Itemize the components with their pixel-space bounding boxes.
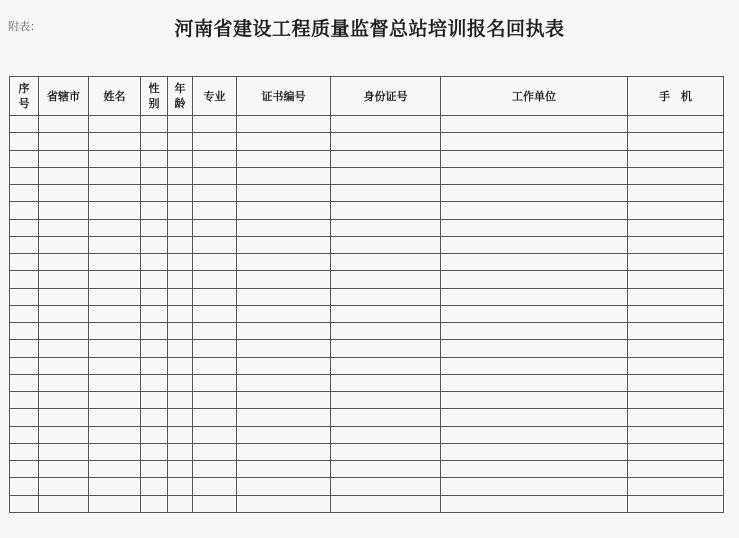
cell-employer[interactable] [441,374,628,391]
cell-id-no[interactable] [331,116,441,133]
cell-age[interactable] [168,116,193,133]
cell-seq[interactable] [10,150,39,167]
table-row [10,357,724,374]
cell-seq[interactable] [10,426,39,443]
cell-age[interactable] [168,340,193,357]
cell-seq[interactable] [10,133,39,150]
cell-id-no[interactable] [331,357,441,374]
table-row [10,461,724,478]
cell-age[interactable] [168,495,193,513]
cell-gender[interactable] [141,133,168,150]
cell-seq[interactable] [10,116,39,133]
table-row [10,219,724,236]
cell-age[interactable] [168,236,193,253]
column-header-id-no: 身份证号 [331,77,441,116]
table-row [10,288,724,305]
cell-employer[interactable] [441,150,628,167]
cell-mobile[interactable] [628,340,724,357]
cell-major[interactable] [193,392,237,409]
cell-name[interactable] [89,236,141,253]
cell-name[interactable] [89,478,141,495]
cell-name[interactable] [89,254,141,271]
cell-major[interactable] [193,478,237,495]
cell-seq[interactable] [10,478,39,495]
table-row [10,271,724,288]
column-header-major: 专业 [193,77,237,116]
cell-mobile[interactable] [628,116,724,133]
cell-seq[interactable] [10,288,39,305]
cell-cert-no[interactable] [237,116,331,133]
cell-age[interactable] [168,150,193,167]
cell-mobile[interactable] [628,133,724,150]
cell-gender[interactable] [141,323,168,340]
cell-cert-no[interactable] [237,167,331,184]
cell-id-no[interactable] [331,392,441,409]
cell-name[interactable] [89,150,141,167]
cell-cert-no[interactable] [237,133,331,150]
cell-province-city[interactable] [39,288,89,305]
cell-name[interactable] [89,271,141,288]
cell-cert-no[interactable] [237,443,331,460]
cell-name[interactable] [89,357,141,374]
cell-name[interactable] [89,340,141,357]
cell-age[interactable] [168,357,193,374]
cell-seq[interactable] [10,219,39,236]
cell-major[interactable] [193,409,237,426]
cell-cert-no[interactable] [237,271,331,288]
cell-gender[interactable] [141,495,168,513]
cell-major[interactable] [193,219,237,236]
cell-age[interactable] [168,254,193,271]
cell-province-city[interactable] [39,150,89,167]
cell-age[interactable] [168,202,193,219]
cell-gender[interactable] [141,271,168,288]
cell-province-city[interactable] [39,392,89,409]
cell-age[interactable] [168,478,193,495]
table-row [10,392,724,409]
cell-cert-no[interactable] [237,150,331,167]
cell-province-city[interactable] [39,236,89,253]
cell-name[interactable] [89,185,141,202]
cell-cert-no[interactable] [237,495,331,513]
cell-cert-no[interactable] [237,236,331,253]
cell-major[interactable] [193,374,237,391]
cell-employer[interactable] [441,305,628,322]
cell-seq[interactable] [10,167,39,184]
table-row [10,185,724,202]
cell-id-no[interactable] [331,426,441,443]
cell-major[interactable] [193,133,237,150]
cell-mobile[interactable] [628,288,724,305]
cell-seq[interactable] [10,185,39,202]
cell-name[interactable] [89,409,141,426]
cell-age[interactable] [168,219,193,236]
cell-name[interactable] [89,116,141,133]
cell-gender[interactable] [141,305,168,322]
cell-id-no[interactable] [331,374,441,391]
cell-name[interactable] [89,426,141,443]
cell-seq[interactable] [10,271,39,288]
cell-province-city[interactable] [39,185,89,202]
cell-age[interactable] [168,461,193,478]
cell-id-no[interactable] [331,340,441,357]
cell-employer[interactable] [441,116,628,133]
table-row [10,340,724,357]
cell-mobile[interactable] [628,202,724,219]
cell-cert-no[interactable] [237,202,331,219]
cell-province-city[interactable] [39,478,89,495]
cell-mobile[interactable] [628,254,724,271]
cell-mobile[interactable] [628,150,724,167]
cell-gender[interactable] [141,185,168,202]
column-header-age: 年 龄 [168,77,193,116]
cell-gender[interactable] [141,219,168,236]
cell-mobile[interactable] [628,305,724,322]
cell-cert-no[interactable] [237,409,331,426]
cell-age[interactable] [168,167,193,184]
cell-seq[interactable] [10,374,39,391]
cell-employer[interactable] [441,461,628,478]
cell-name[interactable] [89,323,141,340]
cell-seq[interactable] [10,461,39,478]
cell-province-city[interactable] [39,323,89,340]
cell-id-no[interactable] [331,305,441,322]
column-header-mobile: 手 机 [628,77,724,116]
registration-table [9,76,724,513]
cell-province-city[interactable] [39,443,89,460]
column-header-cert-no: 证书编号 [237,77,331,116]
cell-name[interactable] [89,374,141,391]
cell-name[interactable] [89,305,141,322]
table-row [10,133,724,150]
cell-employer[interactable] [441,392,628,409]
cell-cert-no[interactable] [237,254,331,271]
cell-employer[interactable] [441,133,628,150]
table-row [10,167,724,184]
cell-gender[interactable] [141,254,168,271]
table-row [10,374,724,391]
cell-id-no[interactable] [331,443,441,460]
cell-age[interactable] [168,323,193,340]
cell-major[interactable] [193,236,237,253]
cell-mobile[interactable] [628,185,724,202]
cell-id-no[interactable] [331,185,441,202]
cell-gender[interactable] [141,116,168,133]
cell-age[interactable] [168,133,193,150]
table-row [10,202,724,219]
cell-seq[interactable] [10,305,39,322]
cell-seq[interactable] [10,443,39,460]
cell-major[interactable] [193,167,237,184]
cell-province-city[interactable] [39,357,89,374]
cell-cert-no[interactable] [237,374,331,391]
cell-age[interactable] [168,288,193,305]
cell-name[interactable] [89,167,141,184]
cell-mobile[interactable] [628,271,724,288]
cell-cert-no[interactable] [237,392,331,409]
cell-province-city[interactable] [39,461,89,478]
cell-gender[interactable] [141,357,168,374]
cell-cert-no[interactable] [237,288,331,305]
cell-employer[interactable] [441,254,628,271]
cell-cert-no[interactable] [237,305,331,322]
cell-province-city[interactable] [39,116,89,133]
cell-mobile[interactable] [628,357,724,374]
cell-seq[interactable] [10,392,39,409]
cell-mobile[interactable] [628,323,724,340]
cell-seq[interactable] [10,323,39,340]
cell-gender[interactable] [141,392,168,409]
cell-gender[interactable] [141,167,168,184]
cell-name[interactable] [89,461,141,478]
table-row [10,495,724,513]
cell-id-no[interactable] [331,236,441,253]
cell-age[interactable] [168,409,193,426]
cell-id-no[interactable] [331,323,441,340]
cell-employer[interactable] [441,323,628,340]
cell-major[interactable] [193,202,237,219]
cell-major[interactable] [193,357,237,374]
cell-employer[interactable] [441,340,628,357]
table-row [10,236,724,253]
table-row [10,443,724,460]
attachment-label: 附表： [8,20,41,33]
cell-cert-no[interactable] [237,323,331,340]
cell-employer[interactable] [441,495,628,513]
cell-id-no[interactable] [331,288,441,305]
table-row [10,409,724,426]
cell-id-no[interactable] [331,254,441,271]
cell-major[interactable] [193,185,237,202]
cell-province-city[interactable] [39,202,89,219]
cell-mobile[interactable] [628,374,724,391]
cell-province-city[interactable] [39,374,89,391]
cell-province-city[interactable] [39,167,89,184]
cell-cert-no[interactable] [237,426,331,443]
cell-mobile[interactable] [628,409,724,426]
cell-gender[interactable] [141,478,168,495]
cell-employer[interactable] [441,271,628,288]
cell-age[interactable] [168,271,193,288]
table-row [10,150,724,167]
table-row [10,426,724,443]
cell-employer[interactable] [441,409,628,426]
cell-age[interactable] [168,443,193,460]
cell-mobile[interactable] [628,392,724,409]
column-header-employer: 工作单位 [441,77,628,116]
cell-name[interactable] [89,392,141,409]
cell-mobile[interactable] [628,219,724,236]
cell-employer[interactable] [441,443,628,460]
cell-province-city[interactable] [39,219,89,236]
column-header-province-city: 省辖市 [39,77,89,116]
cell-gender[interactable] [141,409,168,426]
cell-id-no[interactable] [331,219,441,236]
cell-gender[interactable] [141,426,168,443]
cell-employer[interactable] [441,202,628,219]
cell-major[interactable] [193,340,237,357]
cell-seq[interactable] [10,202,39,219]
table-row [10,254,724,271]
cell-id-no[interactable] [331,271,441,288]
cell-name[interactable] [89,443,141,460]
cell-major[interactable] [193,323,237,340]
cell-id-no[interactable] [331,133,441,150]
cell-employer[interactable] [441,236,628,253]
cell-seq[interactable] [10,495,39,513]
cell-seq[interactable] [10,254,39,271]
table-body [10,116,724,513]
cell-gender[interactable] [141,150,168,167]
cell-seq[interactable] [10,340,39,357]
cell-gender[interactable] [141,288,168,305]
cell-mobile[interactable] [628,443,724,460]
cell-cert-no[interactable] [237,219,331,236]
cell-gender[interactable] [141,443,168,460]
cell-employer[interactable] [441,357,628,374]
cell-major[interactable] [193,426,237,443]
cell-age[interactable] [168,305,193,322]
cell-gender[interactable] [141,236,168,253]
page-title: 河南省建设工程质量监督总站培训报名回执表 [174,18,565,40]
cell-seq[interactable] [10,409,39,426]
cell-mobile[interactable] [628,236,724,253]
cell-age[interactable] [168,392,193,409]
cell-mobile[interactable] [628,167,724,184]
cell-major[interactable] [193,288,237,305]
cell-name[interactable] [89,202,141,219]
cell-gender[interactable] [141,461,168,478]
cell-cert-no[interactable] [237,357,331,374]
cell-seq[interactable] [10,357,39,374]
cell-age[interactable] [168,185,193,202]
cell-id-no[interactable] [331,150,441,167]
table-row [10,305,724,322]
cell-cert-no[interactable] [237,478,331,495]
cell-cert-no[interactable] [237,185,331,202]
cell-major[interactable] [193,305,237,322]
cell-gender[interactable] [141,374,168,391]
cell-employer[interactable] [441,219,628,236]
cell-id-no[interactable] [331,167,441,184]
cell-province-city[interactable] [39,305,89,322]
table-row [10,116,724,133]
cell-major[interactable] [193,461,237,478]
cell-age[interactable] [168,426,193,443]
cell-province-city[interactable] [39,133,89,150]
cell-seq[interactable] [10,236,39,253]
cell-employer[interactable] [441,478,628,495]
cell-id-no[interactable] [331,461,441,478]
cell-name[interactable] [89,133,141,150]
cell-mobile[interactable] [628,495,724,513]
cell-employer[interactable] [441,426,628,443]
cell-major[interactable] [193,150,237,167]
column-header-seq: 序 号 [10,77,39,116]
cell-gender[interactable] [141,202,168,219]
cell-major[interactable] [193,116,237,133]
cell-cert-no[interactable] [237,340,331,357]
cell-employer[interactable] [441,185,628,202]
table-row [10,323,724,340]
cell-employer[interactable] [441,288,628,305]
cell-id-no[interactable] [331,409,441,426]
cell-name[interactable] [89,219,141,236]
cell-mobile[interactable] [628,461,724,478]
cell-age[interactable] [168,374,193,391]
cell-cert-no[interactable] [237,461,331,478]
cell-name[interactable] [89,288,141,305]
cell-province-city[interactable] [39,495,89,513]
cell-id-no[interactable] [331,495,441,513]
cell-province-city[interactable] [39,254,89,271]
cell-major[interactable] [193,443,237,460]
cell-mobile[interactable] [628,478,724,495]
cell-major[interactable] [193,495,237,513]
cell-major[interactable] [193,271,237,288]
column-header-name: 姓名 [89,77,141,116]
cell-province-city[interactable] [39,426,89,443]
cell-province-city[interactable] [39,340,89,357]
cell-province-city[interactable] [39,271,89,288]
header-row [10,77,724,116]
table-row [10,478,724,495]
cell-province-city[interactable] [39,409,89,426]
cell-id-no[interactable] [331,478,441,495]
column-header-gender: 性 别 [141,77,168,116]
cell-employer[interactable] [441,167,628,184]
cell-id-no[interactable] [331,202,441,219]
cell-major[interactable] [193,254,237,271]
cell-gender[interactable] [141,340,168,357]
cell-name[interactable] [89,495,141,513]
cell-mobile[interactable] [628,426,724,443]
